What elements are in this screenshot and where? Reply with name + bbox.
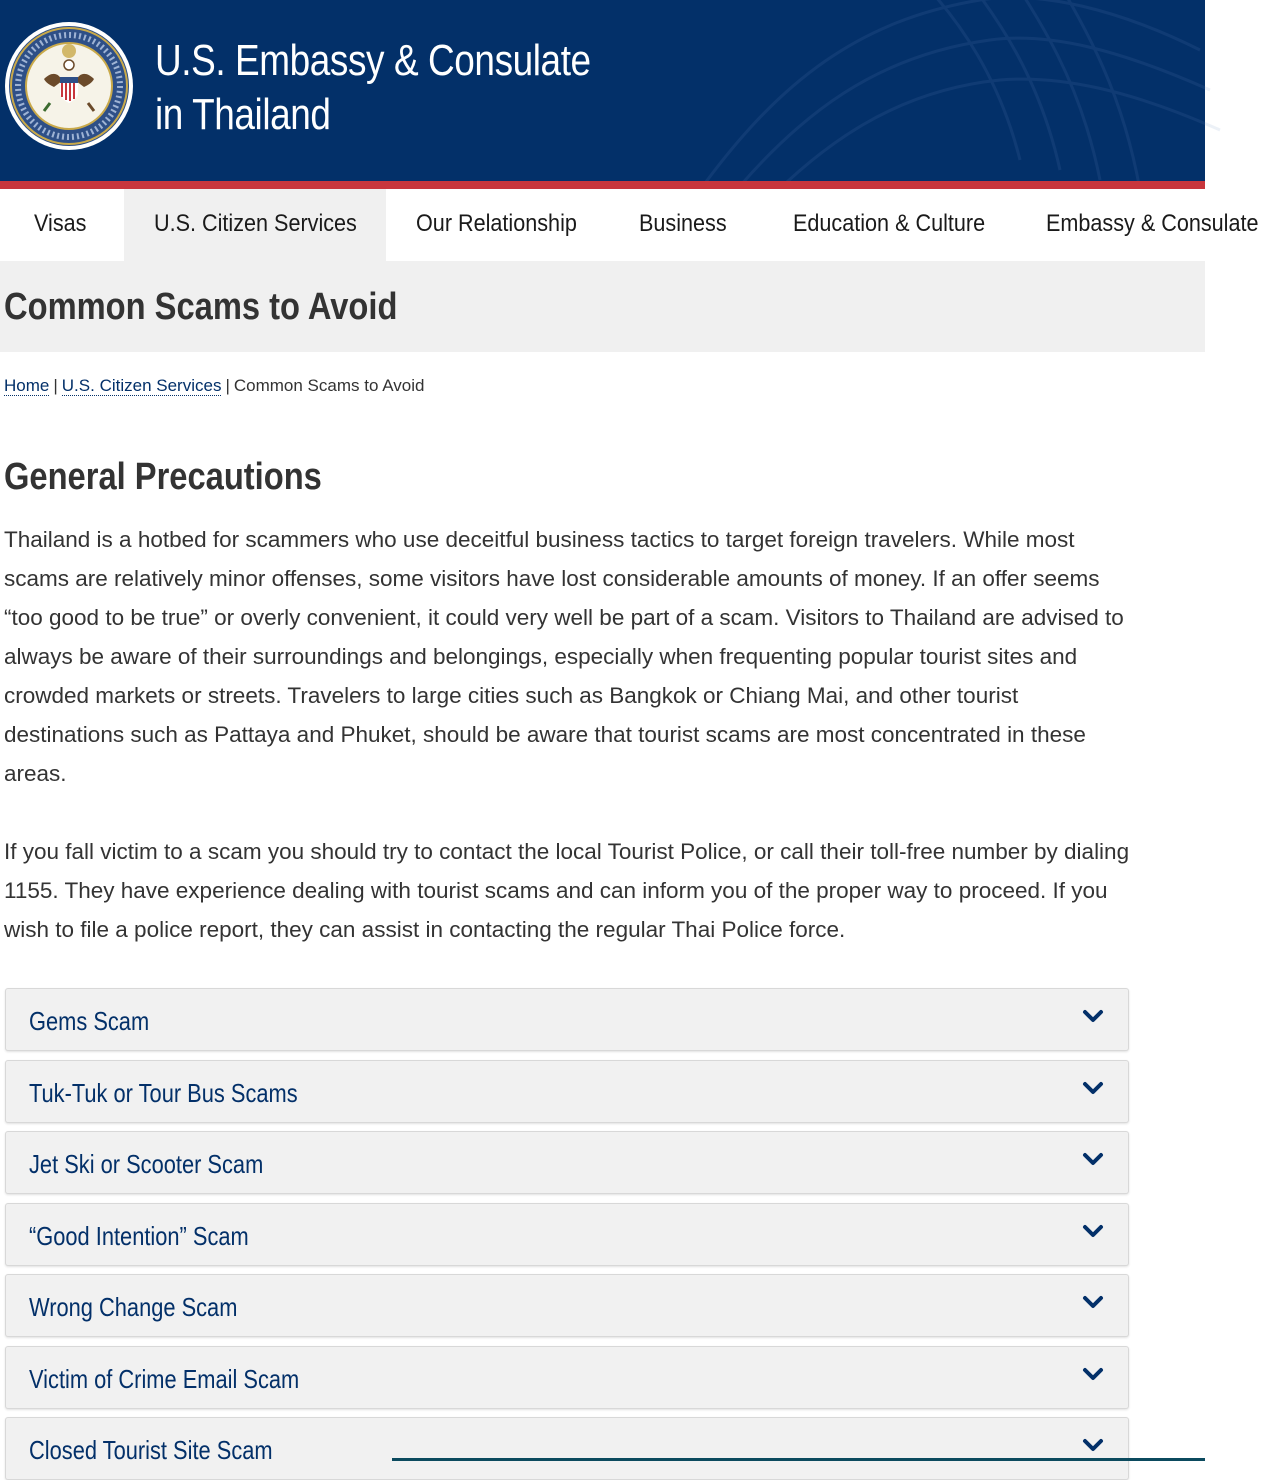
accordion-item-label: “Good Intention” Scam — [29, 1221, 249, 1251]
page-title-band — [0, 261, 1205, 352]
accordion-item-label: Victim of Crime Email Scam — [29, 1364, 300, 1394]
nav-item-label: Embassy & Consulate — [1046, 210, 1259, 237]
chevron-down-icon[interactable] — [1082, 1224, 1104, 1240]
nav-item-education-culture[interactable] — [763, 189, 1015, 261]
chevron-down-icon[interactable] — [1082, 1367, 1104, 1383]
nav-item-us-citizen-services[interactable] — [124, 189, 386, 261]
nav-item-our-relationship[interactable] — [386, 189, 608, 261]
header-red-stripe — [0, 181, 1205, 189]
accordion-item-label: Wrong Change Scam — [29, 1292, 238, 1322]
site-title-line2[interactable]: in Thailand — [155, 90, 331, 139]
accordion-item-jet-ski-scam[interactable] — [5, 1131, 1129, 1194]
paragraph-intro: Thailand is a hotbed for scammers who use deceitful business tactics to target foreign travelers. While most scams are relatively minor offenses, some visitors have lost considerable amounts of money. If an offer seems “too good to be true” or overly convenient, it could very well be part of a scam. Visitors to Thailand are advised to always be aware of their surroundings and belongings, especially when frequenting popular tourist sites and crowded markets or streets. Travelers to large cities such as Bangkok or Chiang Mai, and other tourist destinations such as Pattaya and Phuket, should be aware that tourist scams are most concentrated in these areas. — [4, 527, 1124, 786]
paragraph-tourist-police: If you fall victim to a scam you should try to contact the local Tourist Police, or call their toll-free number by dialing 1155. They have experience dealing with tourist scams and can inform you of the proper way to proceed. If you wish to file a police report, they can assist in contacting the regular Thai Police force. — [4, 839, 1130, 942]
chevron-down-icon[interactable] — [1082, 1295, 1104, 1311]
accordion-item-wrong-change-scam[interactable] — [5, 1274, 1129, 1337]
nav-item-label: Education & Culture — [793, 210, 986, 237]
accordion-item-label: Gems Scam — [29, 1006, 150, 1036]
breadcrumb-current: Common Scams to Avoid — [233, 376, 425, 395]
breadcrumb-separator: | — [53, 376, 58, 395]
page-title: Common Scams to Avoid — [4, 286, 398, 328]
accordion-item-label: Tuk-Tuk or Tour Bus Scams — [29, 1078, 298, 1108]
accordion-item-tuk-tuk-scams[interactable] — [5, 1060, 1129, 1123]
section-heading: General Precautions — [4, 456, 322, 498]
breadcrumb-separator: | — [225, 376, 230, 395]
chevron-down-icon[interactable] — [1082, 1009, 1104, 1025]
accordion-item-gems-scam[interactable] — [5, 988, 1129, 1051]
chevron-down-icon[interactable] — [1082, 1152, 1104, 1168]
chevron-down-icon[interactable] — [1082, 1081, 1104, 1097]
chevron-down-icon[interactable] — [1082, 1438, 1104, 1454]
breadcrumb — [4, 374, 424, 398]
nav-item-label: Our Relationship — [416, 210, 577, 237]
site-title-line1[interactable]: U.S. Embassy & Consulate — [155, 36, 591, 85]
accordion-item-victim-of-crime-email-scam[interactable] — [5, 1346, 1129, 1409]
breadcrumb-home-link[interactable]: Home — [4, 376, 50, 395]
nav-item-embassy-consulate[interactable] — [1015, 189, 1259, 261]
nav-item-visas[interactable] — [0, 189, 124, 261]
accordion-item-closed-tourist-site-scam[interactable] — [5, 1417, 1129, 1480]
bottom-edge-line — [392, 1458, 1205, 1461]
accordion-item-good-intention-scam[interactable] — [5, 1203, 1129, 1266]
main-navigation — [0, 189, 1259, 261]
accordion-item-label: Closed Tourist Site Scam — [29, 1435, 273, 1465]
breadcrumb-section-link[interactable]: U.S. Citizen Services — [61, 376, 222, 395]
nav-item-label: Business — [639, 210, 727, 237]
department-of-state-seal-icon[interactable] — [4, 21, 134, 151]
site-title[interactable] — [155, 34, 591, 142]
nav-item-label: U.S. Citizen Services — [154, 210, 357, 237]
accordion-item-label: Jet Ski or Scooter Scam — [29, 1149, 264, 1179]
site-header — [0, 0, 1205, 181]
nav-item-label: Visas — [34, 210, 87, 237]
nav-item-business[interactable] — [608, 189, 763, 261]
